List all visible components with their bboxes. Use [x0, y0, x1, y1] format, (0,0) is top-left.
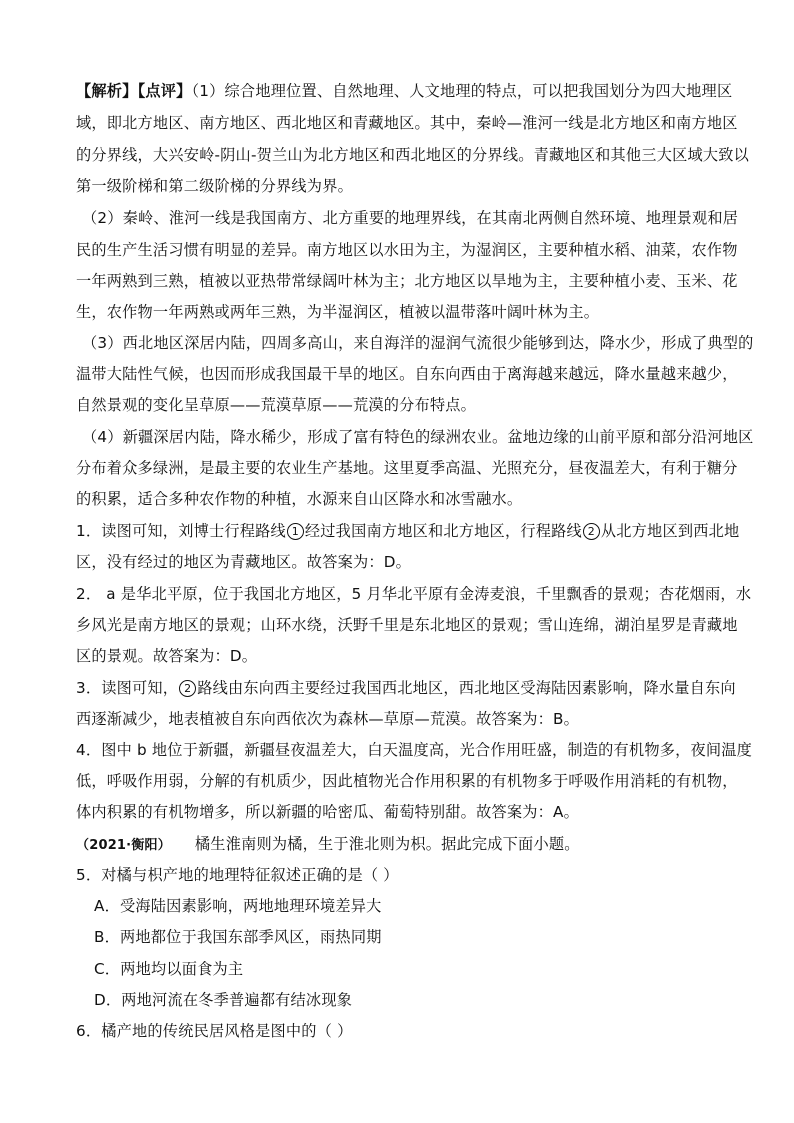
route-2-circled-number: 2: [179, 680, 196, 697]
analysis-para4-line-3: 的积累，适合多种农作物的种植，水源来自山区降水和冰雪融水。: [76, 490, 523, 508]
answer-1-text-a: 1．读图可知，刘博士行程路线: [76, 522, 286, 540]
answer-4-line-1: 4．图中 b 地位于新疆，新疆昼夜温差大，白天温度高，光合作用旺盛，制造的有机物多，夜间温度: [76, 741, 753, 759]
question-5-option-d[interactable]: D．两地河流在冬季普遍都有结冰现象: [94, 991, 353, 1009]
answer-4-line-2: 低，呼吸作用弱，分解的有机质少，因此植物光合作用积累的有机物多于呼吸作用消耗的有机物，: [76, 772, 738, 790]
analysis-line-2: 域，即北方地区、南方地区、西北地区和青藏地区。其中，秦岭—淮河一线是北方地区和南方地区: [76, 114, 738, 132]
answer-1-line-2: 区，没有经过的地区为青藏地区。故答案为：D。: [76, 553, 412, 571]
route-2-circled-number: 2: [583, 523, 600, 540]
analysis-para2-line-4: 生，农作物一年两熟或两年三熟，为半湿润区，植被以温带落叶阔叶林为主。: [76, 303, 600, 321]
analysis-para4-line-1: （4）新疆深居内陆，降水稀少，形成了富有特色的绿洲农业。盆地边缘的山前平原和部分沿河地区: [82, 428, 754, 446]
analysis-para2-line-2: 民的生产生活习惯有明显的差异。南方地区以水田为主，为湿润区，主要种植水稻、油菜，农作物: [76, 241, 738, 259]
analysis-para4-line-2: 分布着众多绿洲，是最主要的农业生产基地。这里夏季高温、光照充分，昼夜温差大，有利于糖分: [76, 459, 738, 477]
answer-2-line-1: 2． a 是华北平原，位于我国北方地区，5 月华北平原有金涛麦浪，千里飘香的景观；杏花烟雨，水: [76, 585, 752, 603]
answer-1-text-b: 经过我国南方地区和北方地区，行程路线: [304, 522, 582, 540]
analysis-tag: 【解析】【点评】: [76, 82, 192, 100]
question-5-option-a[interactable]: A．受海陆因素影响，两地地理环境差异大: [94, 897, 382, 915]
answer-2-line-2: 乡风光是南方地区的景观；山环水绕，沃野千里是东北地区的景观；雪山连绵，湖泊星罗是青藏地: [76, 616, 738, 634]
answer-2-line-3: 区的景观。故答案为：D。: [76, 647, 258, 665]
analysis-para2-line-3: 一年两熟到三熟，植被以亚热带常绿阔叶林为主；北方地区以旱地为主，主要种植小麦、玉米、花: [76, 272, 738, 290]
answer-3-line-1: [76, 678, 736, 698]
answer-1-text-c: 从北方地区到西北地: [600, 522, 740, 540]
analysis-para3-line-3: 自然景观的变化呈草原——荒漠草原——荒漠的分布特点。: [76, 396, 477, 414]
question-5-option-b[interactable]: B．两地都位于我国东部季风区，雨热同期: [94, 928, 382, 946]
question-6-stem: 6．橘产地的传统民居风格是图中的（ ）: [76, 1022, 353, 1040]
analysis-text: （1）综合地理位置、自然地理、人文地理的特点，可以把我国划分为四大地理区: [191, 82, 733, 100]
analysis-para3-line-2: 温带大陆性气候，也因而形成我国最干旱的地区。自东向西由于离海越来越远，降水量越来越少，: [76, 365, 738, 383]
analysis-para2-line-1: （2）秦岭、淮河一线是我国南方、北方重要的地理界线，在其南北两侧自然环境、地理景观和居: [82, 209, 739, 227]
answer-3-text-b: 路线由东向西主要经过我国西北地区，西北地区受海陆因素影响，降水量自东向: [197, 679, 736, 697]
analysis-line-1: [76, 81, 732, 101]
analysis-line-3: 的分界线，大兴安岭-阴山-贺兰山为北方地区和西北地区的分界线。青藏地区和其他三大区域大致以: [76, 146, 750, 164]
question-5-option-c[interactable]: C．两地均以面食为主: [94, 960, 244, 978]
analysis-para3-line-1: （3）西北地区深居内陆，四周多高山，来自海洋的湿润气流很少能够到达，降水少，形成了典型的: [82, 334, 754, 352]
answer-4-line-3: 体内积累的有机物增多，所以新疆的哈密瓜、葡萄特别甜。故答案为：A。: [76, 803, 579, 821]
answer-3-text-a: 3．读图可知，: [76, 679, 179, 697]
question-5-stem: 5．对橘与枳产地的地理特征叙述正确的是（ ）: [76, 866, 399, 884]
answer-1-line-1: [76, 521, 739, 541]
question-source: （2021·衡阳）: [76, 838, 171, 853]
question-intro: 橘生淮南则为橘，生于淮北则为枳。据此完成下面小题。: [194, 835, 580, 853]
analysis-line-4: 第一级阶梯和第二级阶梯的分界线为界。: [76, 177, 353, 195]
route-1-circled-number: 1: [287, 523, 304, 540]
question-source-line: [76, 834, 580, 856]
answer-3-line-2: 西逐渐减少，地表植被自东向西依次为森林—草原—荒漠。故答案为：B。: [76, 710, 580, 728]
